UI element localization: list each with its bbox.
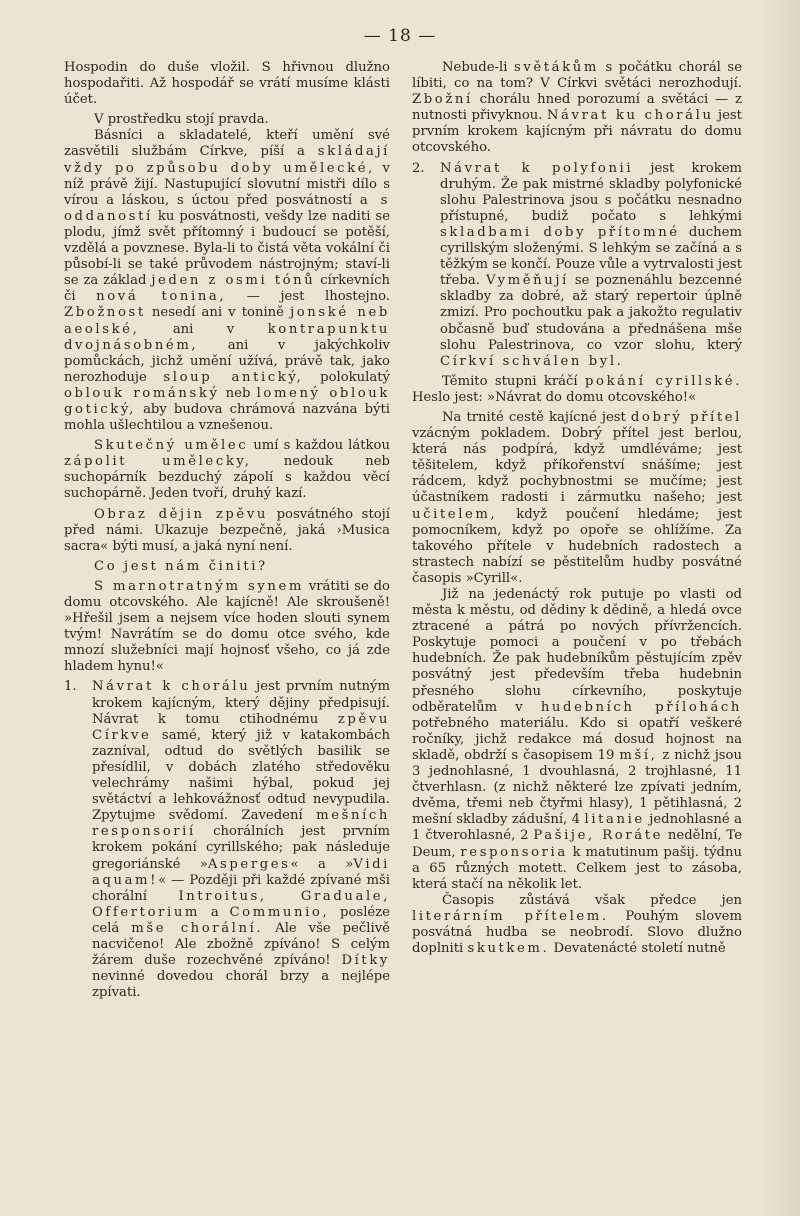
- spaced-text: a s oddaností: [64, 192, 390, 224]
- text-run: jest prvním nutným krokem kajícným, který dějiny předpisují. Návrat k tomu ctihodnému: [92, 679, 390, 727]
- list-number: 2.: [412, 160, 425, 176]
- text-run: »Návrat do domu otcovského!«: [487, 389, 697, 405]
- spaced-text: Asperges: [207, 856, 291, 872]
- spaced-text: Zbožní: [412, 92, 473, 108]
- text-run: chorálu hned porozumí a světáci — z nutnosti přivyknou.: [412, 92, 742, 124]
- paragraph: [64, 507, 390, 555]
- spaced-text: Skutečný umělec: [94, 438, 249, 454]
- list-item: [64, 679, 390, 1001]
- text-run: Pouhým slovem posvátná hudba se neobrodí. Slovo dlužno doplniti: [412, 908, 742, 957]
- text-run: aby budova chrámová nazvána býti mohla ušlechtilou a vznešenou.: [64, 401, 390, 434]
- text-run: k matutinum pašij. týdnu a 65 různých motett. Celkem jest to zásoba, která stačí na několik let.: [412, 844, 742, 892]
- spaced-text: mší,: [619, 747, 658, 763]
- spaced-text: litanie: [584, 812, 645, 828]
- text-run: a: [210, 904, 219, 920]
- spaced-text: Communio,: [229, 904, 330, 920]
- text-run: Časopis zůstává však předce jen: [442, 892, 742, 908]
- text-run: neb: [225, 385, 251, 401]
- spaced-text: sloup antický,: [163, 369, 304, 385]
- text-run: Již na jedenáctý rok putuje po vlasti od města k městu, od dědiny k dědině, a hledá ovce ztracené a pátrá po nových přívržencích. Poskytuje pomoci a poučení v po třebách hudebních. Že pak hudebníkům pěstujícím zpěv posvátný jest především třeba hudebnin přesného slohu církevního, poskytuje odběratelům v: [412, 587, 742, 715]
- page-number: — 18 —: [363, 26, 437, 46]
- spaced-text: Návrat ku chorálu: [546, 108, 714, 124]
- paragraph: V prostředku stojí pravda.: [94, 112, 269, 128]
- text-run: Básníci a skladatelé, kteří umění své zasvětili službám Církve, píší a: [64, 128, 390, 160]
- text-run: posléze celá: [92, 904, 390, 936]
- paragraph: Hospodin do duše vložil. S hřivnou dlužno hospodařiti. Až hospodář se vrátí musíme klásti účet.: [64, 60, 390, 108]
- text-run: Těmito stupni kráčí: [442, 373, 578, 389]
- text-run: posvátného stojí před námi. Ukazuje bezpečně, jaká ›Musica sacra« býti musí, a jaká nyní není.: [64, 506, 390, 554]
- spaced-text: Vidi aquam!: [92, 856, 390, 888]
- spaced-text: Zbožnost: [64, 305, 146, 321]
- spaced-text: S marnotratným synem: [94, 578, 304, 594]
- text-run: nedouk neb suchopárník bezduchý zápolí s každou věcí suchopárně. Jeden tvoří, druhý kazí.: [64, 454, 390, 502]
- text-run: ku posvátnosti, vešdy lze naditi se plodu, jímž svět přítomný i budoucí se potěší, vzdělá a povznese. Byla-li to čistá věta vokální či působí-li se také průvodem nástrojným; staví-li se za základ: [64, 208, 390, 289]
- text-run: Nebude-li: [442, 60, 508, 75]
- spaced-text: světákům: [513, 60, 599, 75]
- text-run: se poznenáhlu bezcenné skladby za dobré, až starý repertoir úplně zmizí. Pro pochoutku pak a jakožto regulativ občasně buď studována a přednášena mše slohu Palestrinova, co vzor slohu, který: [440, 273, 742, 353]
- spaced-text: skládají vždy po způsobu doby umělecké,: [64, 144, 390, 176]
- paragraph: Co jest nám činiti?: [94, 558, 268, 574]
- paragraph: [64, 128, 390, 434]
- spaced-text: responsoria: [460, 844, 568, 860]
- text-run: Na trnité cestě kajícné jest: [442, 409, 626, 425]
- text-run: církevních či: [64, 273, 390, 305]
- text-run: polokulatý: [320, 369, 390, 385]
- text-run: vrátiti se do domu otcovského. Ale kajícně! Ale skroušeně! »Hřešil jsem a nejsem více hoden slouti synem tvým! Navrátím se do domu otce svého, kde mnozí služebníci mají hojnosť všeho, co já zde hladem hynu!«: [64, 578, 390, 675]
- text-run: Heslo jest:: [412, 389, 483, 405]
- paragraph: [412, 587, 742, 893]
- text-run: nedělní, Te Deum,: [412, 828, 743, 860]
- spaced-text: mešních responsorií: [92, 808, 390, 840]
- left-column: [64, 60, 390, 1001]
- spaced-text: oblouk románský: [64, 385, 220, 401]
- spaced-text: Návrat k chorálu: [92, 679, 251, 695]
- spaced-text: skutkem.: [467, 941, 550, 957]
- text-run: ani v: [172, 321, 235, 337]
- text-run: jest prvním krokem kajícným při návratu do domu otcovského.: [412, 108, 742, 156]
- text-run: « — Později při každé zpívané mši chorální: [92, 872, 390, 904]
- text-run: umí s každou látkou: [253, 438, 390, 454]
- spaced-text: literárním přítelem.: [412, 908, 609, 924]
- spaced-text: dobrý přítel: [630, 409, 742, 425]
- paragraph: [412, 410, 742, 587]
- text-run: — jest lhostejno.: [246, 289, 390, 305]
- paragraph: [64, 438, 390, 502]
- spaced-text: nová tonina,: [96, 289, 227, 305]
- list-item: [412, 161, 742, 370]
- spaced-text: lomený oblouk gotický,: [64, 385, 390, 417]
- paragraph: [412, 60, 742, 157]
- text-run: potřebného materiálu. Kdo si opatří veškeré ročníky, jichž redakce má dosud hojnost na skladě, obdrží s časopisem 19: [412, 715, 742, 763]
- spaced-text: mše chorální.: [131, 920, 264, 936]
- text-run: nevinné dovedou chorál brzy a nejlépe zpívati.: [92, 969, 390, 1001]
- text-run: vzácným pokladem. Dobrý přítel jest berlou, která nás podpírá, když umdléváme; jest těšitelem, když příkořenství snášíme; jest rádcem, když pochybnostmi se mučíme; jest účastníkem radosti i zármutku našeho; jest: [412, 426, 742, 506]
- paragraph: [412, 893, 742, 957]
- text-run: Ale vše pečlivě nacvičeno! Ale zbožně zpíváno! S celým žárem duše rozechvěné zpíváno!: [92, 920, 390, 969]
- spaced-text: Vyměňují: [485, 273, 569, 289]
- spaced-text: Návrat k polyfonii: [440, 160, 634, 176]
- text-run: duchem cyrillským složenými. S lehkým se začíná a s těžkým se končí. Pouze vůle a vytrvalosti jest třeba.: [440, 224, 742, 289]
- text-run: Devatenácté století nutně: [553, 941, 726, 957]
- text-run: s počátku chorál se líbiti, co na tom? V Církvi světáci nerozhodují.: [412, 60, 742, 92]
- text-run: z nichž jsou 3 jednohlasné, 1 dvouhlasná, 2 trojhlasné, 11 čtverhlasn. (z nichž některé lze zpívati jedním, dvěma, třemi neb čtyřmi hlasy), 1 pětihlasná, 2 mešní skladby zádušní, 4: [412, 747, 742, 828]
- spaced-text: skladbami doby přítomné: [440, 224, 680, 240]
- spaced-text: Pašije, Roráte: [533, 828, 664, 844]
- list-text: [440, 161, 742, 370]
- spaced-text: učitelem,: [412, 506, 498, 522]
- list-number: 1.: [64, 679, 77, 695]
- spaced-text: jonské neb aeolské,: [64, 305, 390, 337]
- spaced-text: zpěvu Církve: [92, 711, 390, 743]
- spaced-text: Obraz dějin zpěvu: [94, 506, 268, 522]
- spaced-text: kontrapunktu dvojnásobném,: [64, 321, 390, 353]
- text-run: « a »: [290, 856, 354, 872]
- spaced-text: Introitus, Graduale, Offertorium: [92, 888, 390, 920]
- page-edge-shadow: [760, 0, 800, 1216]
- text-run: ani v jakýchkoliv pomůckách, jichž umění užívá, právě tak, jako nerozhoduje: [64, 337, 390, 385]
- spaced-text: pokání cyrillské.: [584, 373, 742, 389]
- right-column: [412, 60, 742, 957]
- text-run: chorálních jest prvním krokem pokání cyrillského; pak následuje gregoriánské »: [92, 824, 390, 872]
- paragraph: [64, 579, 390, 676]
- text-run: samé, který již v katakombách zazníval, odtud do světlých basilik se přesídlil, v dobách zlatého středověku velechrámy našimi hýbal, pokud jej světáctví a lehkovážnosť odtud nevypudila. Zpytujme svědomí. Zavedení: [92, 727, 390, 824]
- spaced-text: zápolit umělecky,: [64, 454, 252, 470]
- spaced-text: Církví schválen byl.: [440, 353, 624, 369]
- spaced-text: jeden z osmi tónů: [151, 273, 316, 289]
- text-run: jednohlasné a 1 čtverohlasné, 2: [412, 812, 742, 844]
- text-run: v níž právě žijí. Nastupující slovutní mistři dílo s vírou a láskou, s úctou před posvátností: [64, 160, 390, 208]
- text-run: když poučení hledáme; jest pomocníkem, když po opoře se ohlížíme. Za takového přítele v hudebních radostech a strastech nabízí se pěstitelům hudby posvátné časopis »Cyrill«.: [412, 506, 742, 586]
- list-text: [92, 679, 390, 1001]
- spaced-text: Dítky: [341, 953, 390, 969]
- paragraph: [412, 374, 742, 406]
- text-run: jest krokem druhým. Že pak mistrné skladby polyfonické slohu Palestrinova jsou s počátku nesnadno přístupné, budiž počato s lehkými: [440, 160, 742, 224]
- spaced-text: hudebních přílohách: [540, 699, 742, 715]
- text-run: nesedí ani v tonině: [151, 305, 284, 321]
